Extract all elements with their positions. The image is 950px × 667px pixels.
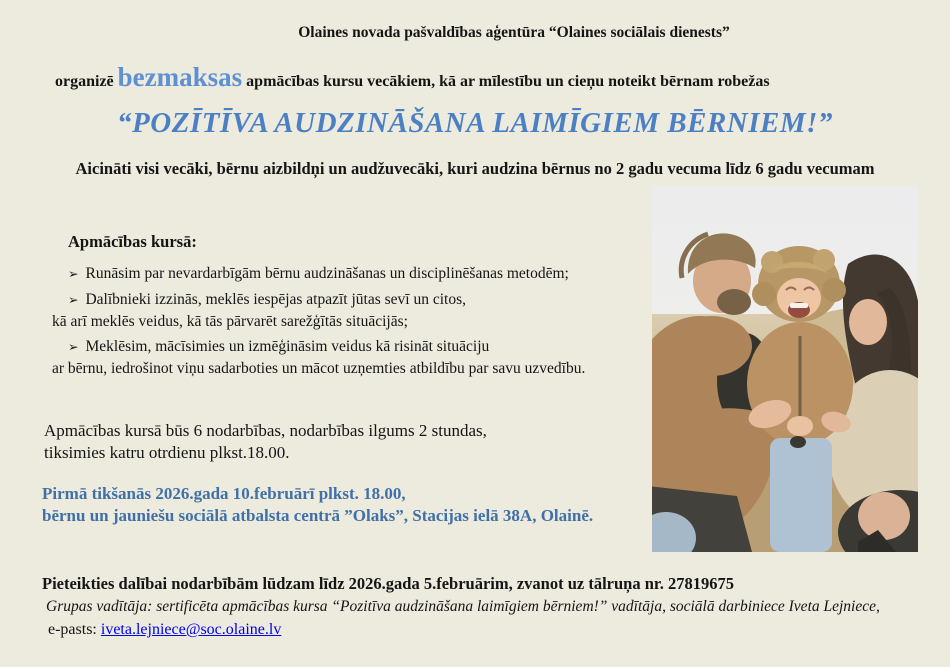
email-line	[48, 621, 281, 639]
email-link[interactable]: iveta.lejniece@soc.olaine.lv	[100, 621, 282, 638]
bullet-item-2	[68, 291, 466, 309]
audience-line: Aicināti visi vecāki, bērnu aizbildņi un audžuvecāki, kuri audzina bērnus no 2 gadu vecuma līdz 6 gadu vecumam	[75, 159, 875, 178]
intro-suffix: apmācības kursu vecākiem, kā ar mīlestību un cieņu noteikt bērnam robežas	[246, 73, 770, 90]
registration-deadline: Pieteikties dalībai nodarbībām lūdzam līdz 2026.gada 5.februārim, zvanot uz tālruņa nr. 27819675	[42, 574, 734, 593]
bullet-3-text-line1: Meklēsim, mācīsimies un izmēģināsim veidus kā risināt situāciju	[85, 338, 490, 355]
page-title: “POZĪTĪVA AUDZINĀŠANA LAIMĪGIEM BĒRNIEM!”	[117, 107, 833, 139]
schedule-line-1: Apmācības kursā būs 6 nodarbības, nodarbības ilgums 2 stundas,	[44, 421, 487, 440]
agency-title: Olaines novada pašvaldības aģentūra “Olaines sociālais dienests”	[298, 24, 730, 41]
bullet-2-text-line1: Dalībnieki izzinās, meklēs iespējas atpazīt jūtas sevī un citos,	[85, 291, 466, 308]
arrow-bullet-icon: ➢	[68, 292, 79, 307]
bullet-item-3-continuation: ar bērnu, iedrošinot viņu sadarboties un mācot uzņemties atbildību par savu uzvedību.	[52, 360, 586, 377]
schedule-line-2: tiksimies katru otrdienu plkst.18.00.	[44, 443, 290, 462]
family-photo	[652, 186, 918, 552]
bullet-item-2-continuation: kā arī meklēs veidus, kā tās pārvarēt sarežģītās situācijās;	[52, 313, 408, 330]
intro-prefix: organizē	[55, 73, 114, 90]
bullet-item-3	[68, 338, 489, 356]
first-meeting-line-1: Pirmā tikšanās 2026.gada 10.februārī plkst. 18.00,	[42, 484, 406, 503]
group-leader-info: Grupas vadītāja: sertificēta apmācības kursa “Pozitīva audzināšana laimīgiem bērniem!” vadītāja, sociālā darbiniece Iveta Lejniece,	[46, 598, 880, 615]
email-label: e-pasts:	[48, 621, 97, 638]
course-heading: Apmācības kursā:	[68, 232, 197, 251]
arrow-bullet-icon: ➢	[68, 339, 79, 354]
arrow-bullet-icon: ➢	[68, 266, 79, 281]
intro-line	[55, 60, 935, 99]
first-meeting-line-2: bērnu un jauniešu sociālā atbalsta centrā ”Olaks”, Stacijas ielā 38A, Olainē.	[42, 506, 594, 525]
bullet-1-text: Runāsim par nevardarbīgām bērnu audzināšanas un disciplinēšanas metodēm;	[85, 265, 569, 282]
bullet-item-1	[68, 265, 569, 283]
free-highlight: bezmaksas	[117, 62, 243, 92]
